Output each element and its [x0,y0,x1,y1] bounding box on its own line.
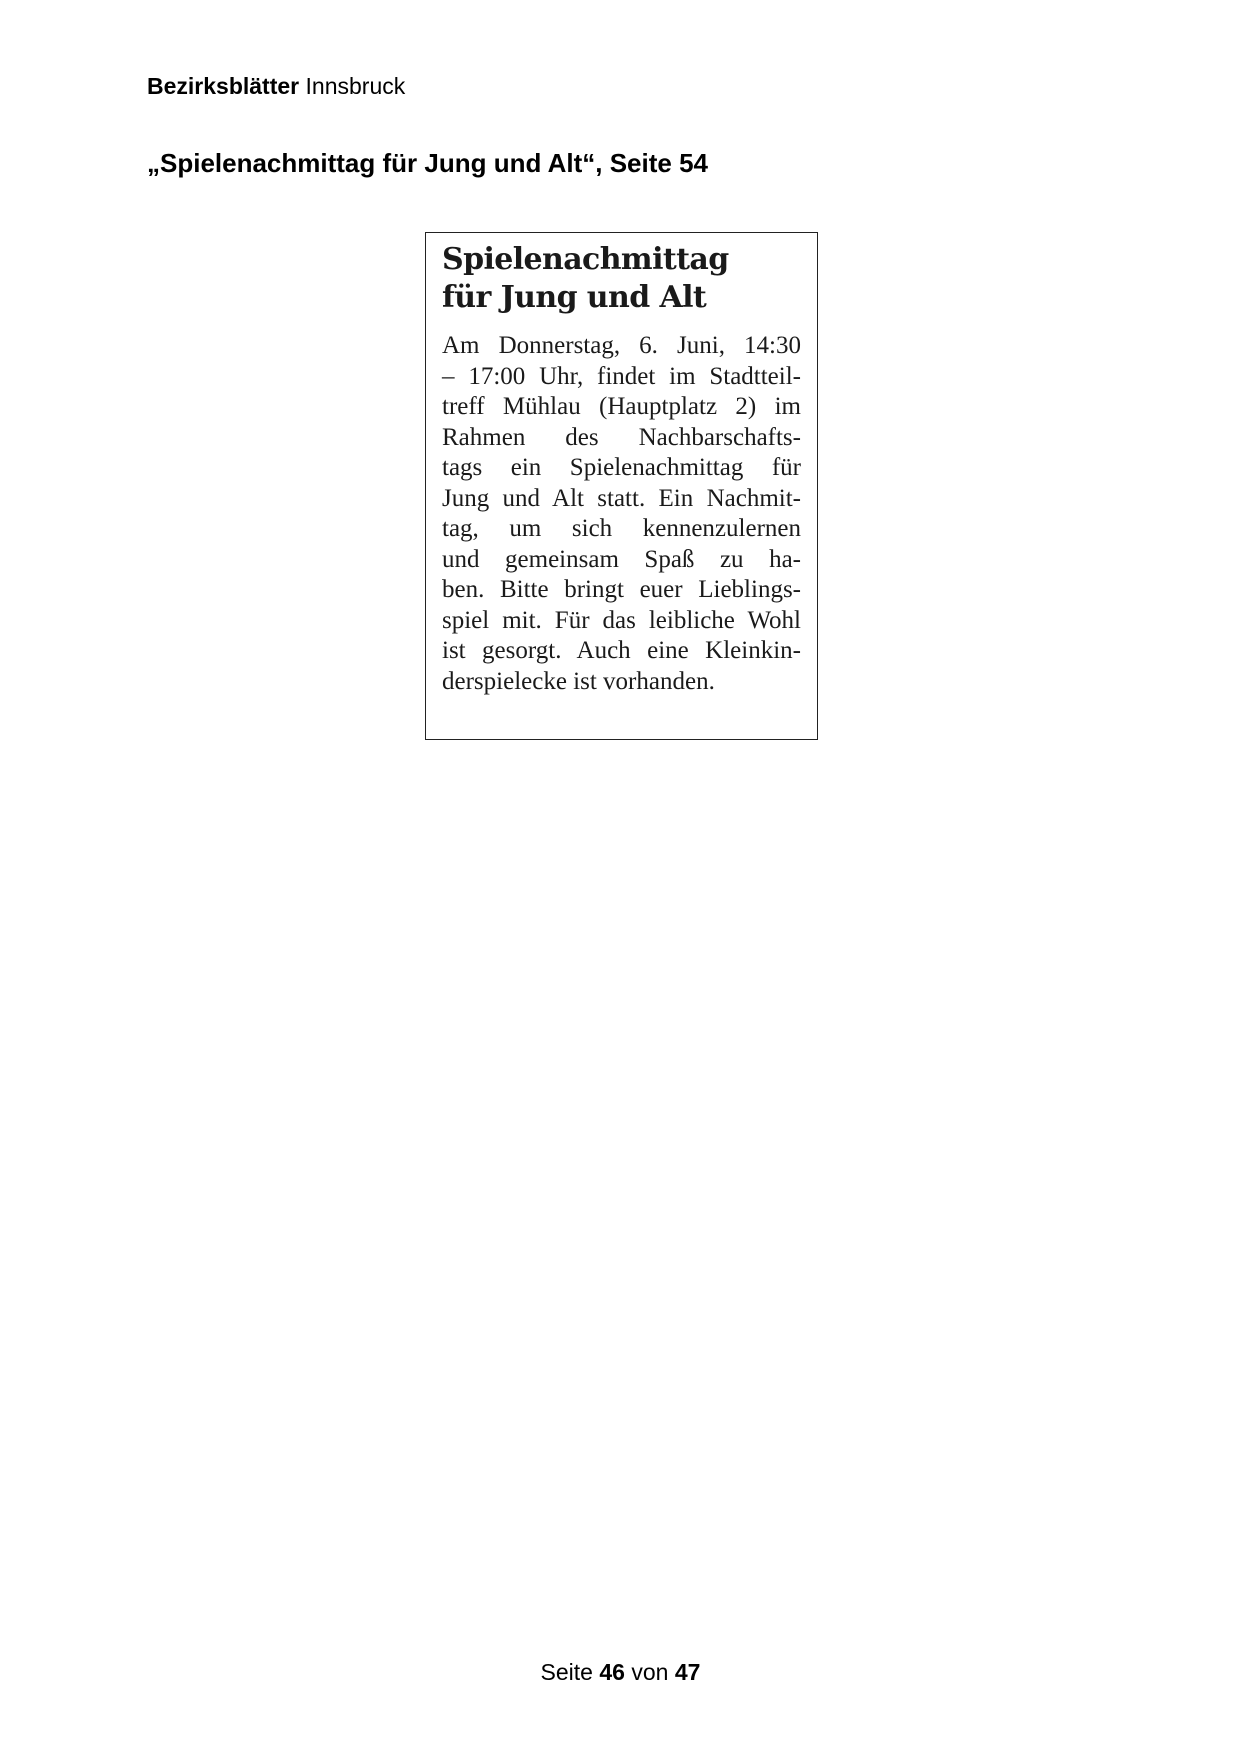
clipping-headline [442,241,801,317]
page-separator: von [631,1659,669,1685]
clipping-body-line: – 17:00 Uhr, findet im Stadtteil- [442,362,801,390]
clipping-headline-line: Spielenachmittag [442,242,729,277]
clipping-body-line: ist gesorgt. Auch eine Kleinkin- [442,637,801,664]
clipping-body-line: und gemeinsam Spaß zu ha- [442,545,801,573]
clipping-body [442,331,801,697]
clipping-body-line: Jung und Alt statt. Ein Nachmit- [442,484,801,512]
clipping-body-line: tags ein Spielenachmittag für [442,454,801,481]
clipping-headline-line: für Jung und Alt [442,280,707,315]
clipping-body-line: spiel mit. Für das leibliche Wohl [442,606,801,634]
clipping-body-line: treff Mühlau (Hauptplatz 2) im [442,393,801,420]
newspaper-clipping [425,232,818,740]
clipping-body-line: derspielecke ist vorhanden. [442,667,715,695]
publication-name: Bezirksblätter [147,73,300,99]
document-title: „Spielenachmittag für Jung und Alt“, Seite 54 [147,148,709,178]
total-page-number: 47 [674,1659,701,1685]
publication-edition: Innsbruck [305,73,406,99]
clipping-body-line: Rahmen des Nachbarschafts- [442,423,801,451]
clipping-body-line: Am Donnerstag, 6. Juni, 14:30 [442,332,801,359]
page-label: Seite [540,1659,593,1685]
clipping-body-line: ben. Bitte bringt euer Lieblings- [442,576,801,603]
page-footer [0,1658,1241,1686]
clipping-body-line: tag, um sich kennenzulernen [442,515,801,542]
publication-header [147,72,405,100]
current-page-number: 46 [599,1659,625,1685]
